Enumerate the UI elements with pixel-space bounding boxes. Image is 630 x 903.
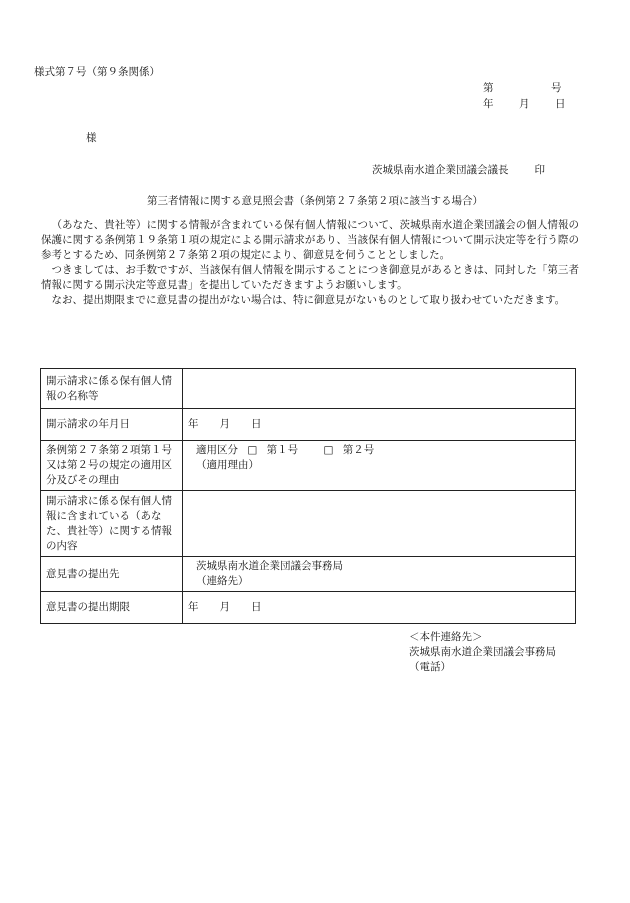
category-line	[188, 443, 570, 458]
destination-contact: （連絡先）	[196, 575, 249, 587]
document-title: 第三者情報に関する意見照会書（条例第２７条第２項に該当する場合）	[147, 195, 483, 207]
row-label: 条例第２７条第２項第１号又は第２号の規定の適用区分及びその理由	[41, 441, 183, 491]
table-row	[41, 441, 576, 491]
category-label: 適用区分	[196, 444, 238, 456]
sender-name: 茨城県南水道企業団議会議長	[372, 164, 509, 176]
date-day: 日	[555, 98, 566, 110]
category-cell	[183, 441, 576, 491]
contact-office: 茨城県南水道企業団議会事務局	[409, 646, 556, 658]
table-row	[41, 409, 576, 441]
option-2: 第２号	[342, 444, 375, 456]
row-label: 意見書の提出先	[41, 557, 183, 592]
sender	[372, 162, 545, 177]
row-label: 意見書の提出期限	[41, 592, 183, 624]
table-row	[41, 592, 576, 624]
addressee: 様	[86, 132, 97, 144]
body-text	[41, 218, 579, 308]
deadline-value: 年 月 日	[183, 592, 576, 624]
request-date-value: 年 月 日	[183, 409, 576, 441]
paragraph: （あなた、貴社等）に関する情報が含まれている保有個人情報について、茨城県南水道企業団議会の個人情報の保護に関する条例第１９条第１項の規定による開示請求があり、当該保有個人情報について開示決定等を行う際の参考とするため、同条例第２７条第２項の規定により、御意見を伺うこととしました。	[41, 219, 579, 261]
number-suffix: 号	[551, 82, 562, 94]
table-row	[41, 369, 576, 409]
row-label: 開示請求の年月日	[41, 409, 183, 441]
seal-mark: 印	[534, 164, 545, 176]
checkbox-icon: □	[323, 444, 334, 456]
row-value-info-content	[183, 491, 576, 557]
document-reference	[483, 80, 566, 112]
row-label: 開示請求に係る保有個人情報の名称等	[41, 369, 183, 409]
info-table	[40, 368, 576, 624]
date-year: 年	[483, 98, 494, 110]
row-label: 開示請求に係る保有個人情報に含まれている（あなた、貴社等）に関する情報の内容	[41, 491, 183, 557]
number-prefix: 第	[483, 82, 494, 94]
row-value-info-name	[183, 369, 576, 409]
reason-label: （適用理由）	[196, 459, 259, 471]
submission-destination	[183, 557, 576, 592]
contact-heading: ＜本件連絡先＞	[409, 631, 483, 643]
paragraph: なお、提出期限までに意見書の提出がない場合は、特に御意見がないものとして取り扱わせていただきます。	[51, 294, 566, 306]
form-number: 様式第７号（第９条関係）	[34, 66, 160, 78]
contact-block	[409, 630, 556, 675]
paragraph: つきましては、お手数ですが、当該保有個人情報を開示することにつき御意見があるときは、同封した「第三者情報に関する開示決定等意見書」を提出していただきますようお願いします。	[41, 264, 579, 291]
date-month: 月	[519, 98, 530, 110]
table-row	[41, 491, 576, 557]
destination-office: 茨城県南水道企業団議会事務局	[196, 560, 343, 572]
contact-phone: （電話）	[409, 661, 451, 673]
checkbox-icon: □	[247, 444, 258, 456]
option-1: 第１号	[266, 444, 299, 456]
table-row	[41, 557, 576, 592]
